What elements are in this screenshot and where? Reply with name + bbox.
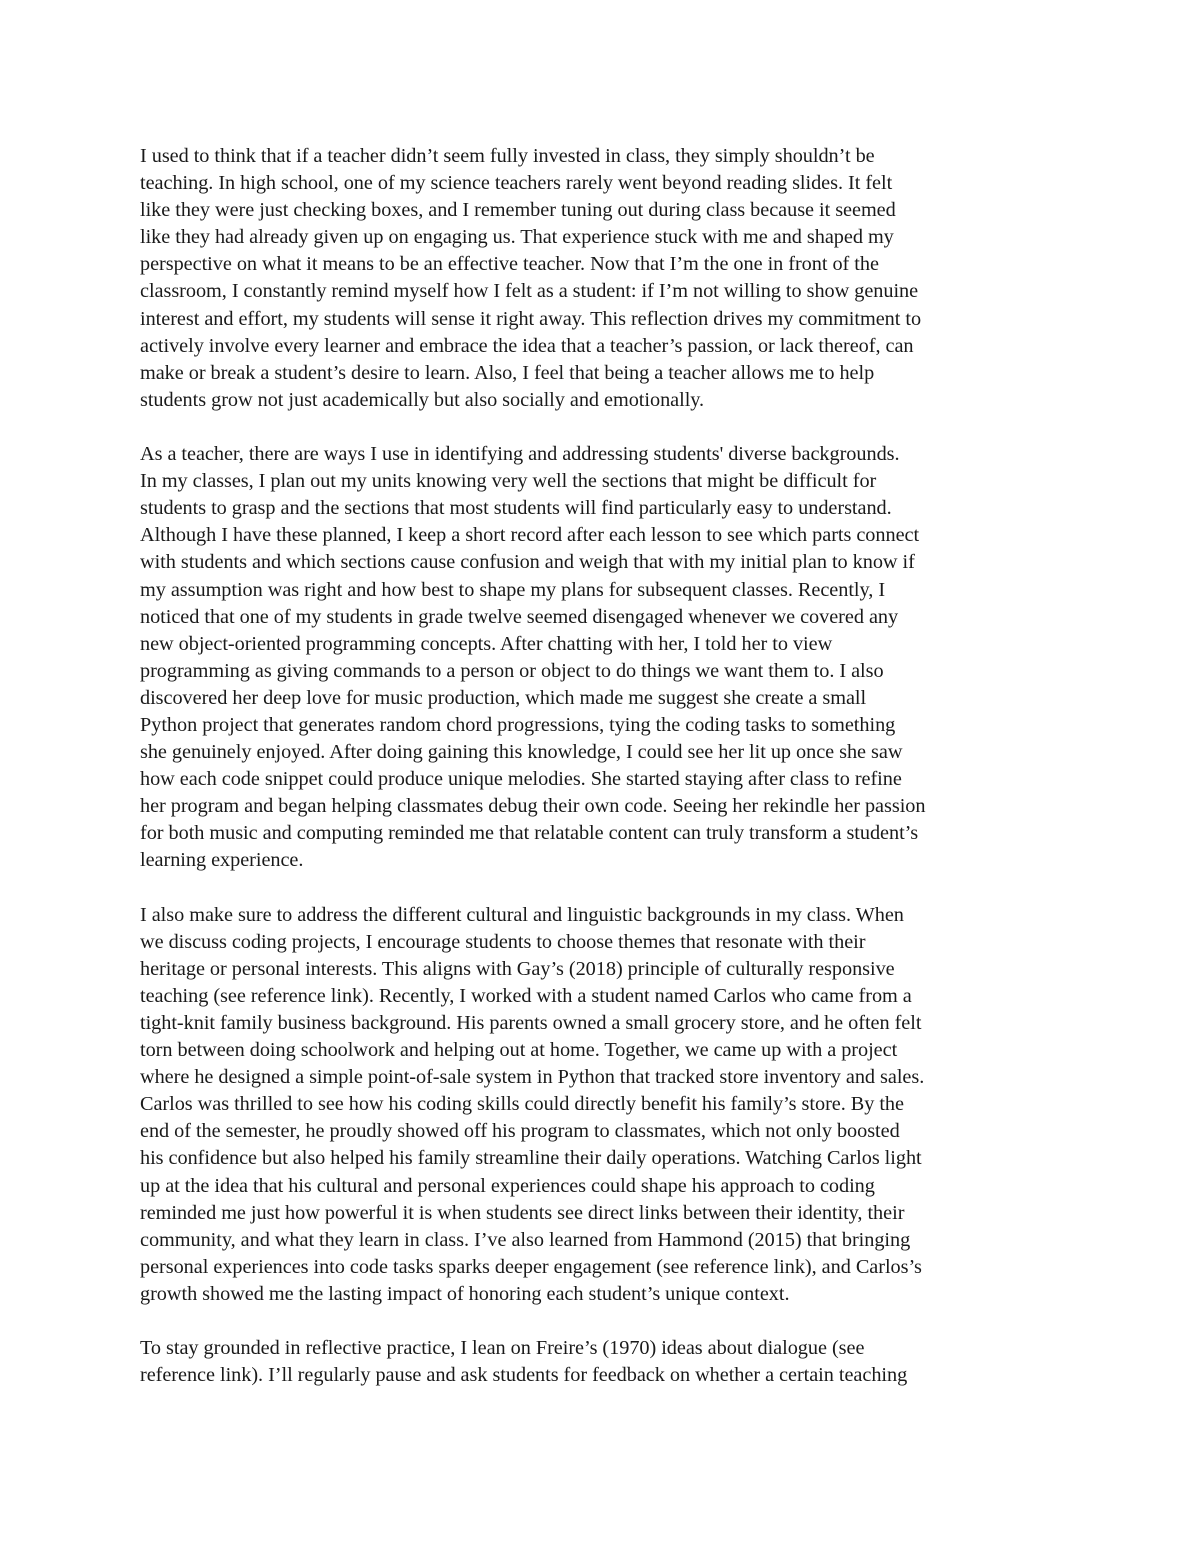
paragraph (140, 143, 1070, 414)
text-line: reference link). I’ll regularly pause and ask students for feedback on whether a certain teaching (140, 1364, 908, 1387)
text-line: To stay grounded in reflective practice, I lean on Freire’s (1970) ideas about dialogue (see (140, 1337, 865, 1360)
text-line: like they were just checking boxes, and I remember tuning out during class because it seemed (140, 199, 896, 222)
text-line: like they had already given up on engaging us. That experience stuck with me and shaped my (140, 226, 894, 249)
text-line: torn between doing schoolwork and helping out at home. Together, we came up with a project (140, 1039, 898, 1062)
text-line: up at the idea that his cultural and personal experiences could shape his approach to coding (140, 1174, 875, 1197)
text-line: end of the semester, he proudly showed off his program to classmates, which not only boosted (140, 1120, 900, 1143)
text-line: Although I have these planned, I keep a short record after each lesson to see which parts connect (140, 524, 920, 547)
text-line: I also make sure to address the different cultural and linguistic backgrounds in my class. When (140, 903, 904, 926)
text-line: new object-oriented programming concepts. After chatting with her, I told her to view (140, 632, 833, 655)
text-line: perspective on what it means to be an effective teacher. Now that I’m the one in front of the (140, 253, 879, 276)
text-line: for both music and computing reminded me that relatable content can truly transform a student’s (140, 822, 919, 845)
text-line: learning experience. (140, 849, 304, 872)
text-line: personal experiences into code tasks sparks deeper engagement (see reference link), and Carlos’s (140, 1255, 922, 1278)
document-body (140, 143, 1070, 1416)
text-line: interest and effort, my students will sense it right away. This reflection drives my commitment to (140, 307, 922, 330)
text-line: discovered her deep love for music production, which made me suggest she create a small (140, 686, 867, 709)
text-line: with students and which sections cause confusion and weigh that with my initial plan to know if (140, 551, 915, 574)
text-line: his confidence but also helped his family streamline their daily operations. Watching Carlos light (140, 1147, 922, 1170)
text-line: In my classes, I plan out my units knowing very well the sections that might be difficult for (140, 470, 877, 493)
text-line: teaching (see reference link). Recently, I worked with a student named Carlos who came from a (140, 984, 912, 1007)
paragraph (140, 441, 1070, 875)
text-line: Python project that generates random chord progressions, tying the coding tasks to something (140, 713, 896, 736)
text-line: programming as giving commands to a person or object to do things we want them to. I also (140, 659, 884, 682)
text-line: her program and began helping classmates debug their own code. Seeing her rekindle her passion (140, 795, 926, 818)
text-line: tight-knit family business background. His parents owned a small grocery store, and he often felt (140, 1012, 922, 1034)
text-line: Carlos was thrilled to see how his coding skills could directly benefit his family’s store. By the (140, 1093, 904, 1116)
text-line: make or break a student’s desire to learn. Also, I feel that being a teacher allows me to help (140, 361, 875, 384)
text-line: how each code snippet could produce unique melodies. She started staying after class to refine (140, 768, 902, 791)
text-line: growth showed me the lasting impact of honoring each student’s unique context. (140, 1282, 790, 1305)
text-line: students to grasp and the sections that most students will find particularly easy to understand. (140, 497, 892, 520)
text-line: my assumption was right and how best to shape my plans for subsequent classes. Recently, I (140, 578, 886, 601)
text-line: community, and what they learn in class. I’ve also learned from Hammond (2015) that bringing (140, 1228, 911, 1251)
text-line: students grow not just academically but also socially and emotionally. (140, 388, 705, 411)
text-line: I used to think that if a teacher didn’t seem fully invested in class, they simply shouldn’t be (140, 145, 875, 167)
text-line: heritage or personal interests. This aligns with Gay’s (2018) principle of culturally responsive (140, 957, 895, 980)
text-line: reminded me just how powerful it is when students see direct links between their identity, their (140, 1201, 905, 1224)
paragraph (140, 902, 1070, 1308)
text-line: teaching. In high school, one of my science teachers rarely went beyond reading slides. It felt (140, 172, 893, 195)
text-line: actively involve every learner and embrace the idea that a teacher’s passion, or lack thereof, can (140, 334, 914, 357)
text-line: we discuss coding projects, I encourage students to choose themes that resonate with their (140, 930, 866, 953)
paragraph (140, 1335, 1070, 1389)
text-line: where he designed a simple point-of-sale system in Python that tracked store inventory and sales. (140, 1066, 925, 1089)
text-line: she genuinely enjoyed. After doing gaining this knowledge, I could see her lit up once she saw (140, 741, 903, 764)
text-line: As a teacher, there are ways I use in identifying and addressing students' diverse backgrounds. (140, 443, 900, 466)
text-line: noticed that one of my students in grade twelve seemed disengaged whenever we covered any (140, 605, 899, 628)
text-line: classroom, I constantly remind myself how I felt as a student: if I’m not willing to show genuine (140, 280, 919, 303)
